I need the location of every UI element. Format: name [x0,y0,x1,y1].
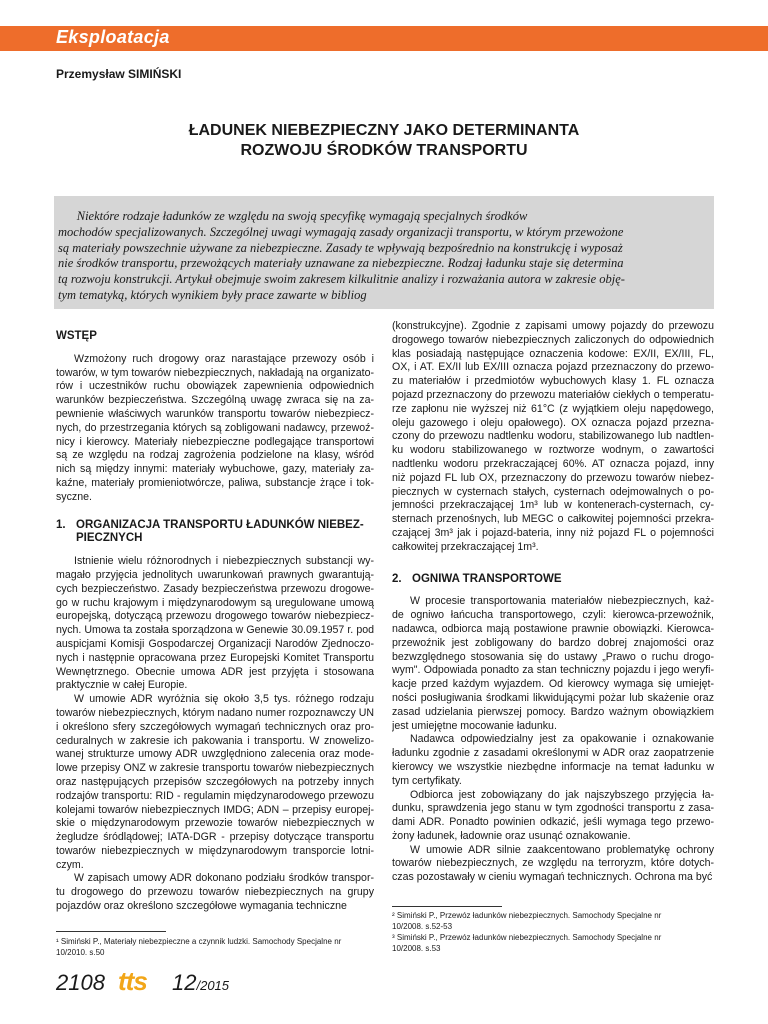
text-line: de ogniwo łańcucha transportowego, czyli: kierowca-przewoźnik, [392,609,714,622]
text-line: Odbiorca jest zobowiązany do jak najszybszego przyjęcia ła- [410,788,714,801]
heading-number: 1. [56,518,66,531]
text-line: jest umiejętne mocowanie ładunku. [392,719,557,732]
paragraph [392,320,714,555]
text-line: kierowcy we wszystkie niezbędne informacje na temat ładunku w [392,760,714,773]
section-heading-2 [392,573,714,587]
abstract-line: Niektóre rodzaje ładunków ze względu na swoją specyfikę wymagają specjalnych środków [58,209,528,223]
issue-year: /2015 [196,978,230,993]
text-line: są ze względu na rodzaj zagrożenia podzielone na klasy, wśród [56,449,374,462]
text-line: rodzajów transportu: RID - regulamin międzynarodowego przewozu [56,789,374,802]
text-line: towarów niebezpiecznych, ze względu na terroryzm, które dotych- [392,857,714,870]
text-line: W umowie ADR wyróżnia się około 3,5 tys. różnego rodzaju [74,693,374,706]
tts-logo: tts [118,966,147,996]
text-line: Wewnętrznego. Obecnie umowa ADR jest przyjęta i stosowana [56,665,374,678]
text-line: go w ruchu krajowym i międzynarodowym są uregulowane umową [56,596,374,609]
text-line: Nadawca odpowiedzialny jest za opakowanie i oznakowanie [410,733,714,746]
paragraph-intro [56,353,374,505]
heading-text: PIECZNYCH [76,532,143,545]
section-title: Eksploatacja [56,27,170,47]
footnotes-right [392,910,714,954]
text-line: całkowitej przekraczającej 1m³. [392,540,539,553]
text-line: auspicjami Komisji Gospodarczej Organizacji Narodów Zjednoczo- [56,637,374,650]
text-line: czony do przewozu nadtlenku wodoru, stabilizowanego lub nadtlen- [392,430,714,443]
text-line: tym certyfikaty. [392,774,462,787]
section-heading-intro: WSTĘP [56,330,97,342]
text-line: kaźne, materiały promieniotwórcze, paliwa, substancje żrące i tok- [56,476,374,489]
text-line: jemności przekraczającej 1m³ lub w kontenerach-cysternach, cy- [392,499,714,512]
heading-number: 2. [392,572,402,585]
text-line: klas posiadają następujące oznaczenia kodowe: EX/II, EX/III, FL, [392,347,714,360]
text-line: żegludze śródlądowej; IATA-DGR - przepisy dotyczące transportu [56,831,374,844]
abstract-line: tą rozwoju konstrukcji. Artykuł obejmuje swoim zakresem kilkulitnie analizy i rozważania autora w zakresie obję- [58,272,625,287]
left-column [56,330,374,914]
text-line: (konstrukcyjne). Zgodnie z zapisami umowy pojazdy do przewozu [392,320,714,332]
text-line: pojazd przeznaczony do przewozu materiałów ciekłych o temperatu- [392,388,714,401]
text-line: nicy i kierowcy. Materiały niebezpieczne podlegające transportowi [56,435,374,448]
text-line: rów i uczestników ruchu obowiązek zapewnienia odpowiednich [56,380,374,393]
text-line: magało przyjęcia jednolitych uwarunkowań prawnych gwarantują- [56,568,374,581]
text-line: cych bezpieczeństwo. Zasady bezpieczeństwa przewozu drogowe- [56,582,374,595]
footnote-line: ³ Simiński P., Przewóz ładunków niebezpiecznych. Samochody Specjalne nr [392,933,662,942]
text-line: nych, do przestrzegania których są zobligowani nadawcy, przewoź- [56,421,374,434]
text-line: żony ładunek, ładownie oraz usunąć oznakowanie. [392,829,631,842]
text-line: nych. Umowa ta została sporządzona w Genewie 30.09.1957 r. pod [56,624,374,637]
text-line: rze zapłonu nie wyższej niż 61°C (z wyjątkiem oleju napędowego, [392,402,714,415]
right-column [392,320,714,885]
text-line: ceduralnych w zakresie ich pakowania i transportu. W znowelizo- [56,734,374,747]
text-line: lowe przepisy ONZ w zakresie transportu towarów niebezpiecznych [56,762,374,775]
paragraph [392,844,714,885]
title-line: ROZWOJU ŚRODKÓW TRANSPORTU [240,142,528,159]
text-line: dunku, sprawdzenia jego stanu w tym zgodności transportu z zasa- [392,802,714,815]
author: Przemysław SIMIŃSKI [56,67,182,81]
text-line: drogowego towarów niebezpiecznych zaliczonych do odpowiednich [392,333,714,346]
text-line: syczne. [56,490,92,503]
text-line: oraz następujących przepisów szczegółowych na potrzeby innych [56,775,374,788]
text-line: wanej strukturze umowy ADR uwzględniono zalecenia oraz mode- [56,748,374,761]
text-line: ku wodoru stabilizowanego w roztworze wodnym, o zawartości [392,444,714,457]
text-line: czas pozostawały w cieniu wymagań technicznych. Ochrona ma być [392,871,713,884]
text-line: sternach przenośnych, lub MEGC o całkowitej pojemności przekra- [392,513,714,526]
article-title [56,121,712,161]
text-line: Wzmożony ruch drogowy oraz narastające przewozy osób i [74,352,374,365]
paragraph [392,733,714,788]
text-line: wym". Odpowiada ponadto za stan techniczny pojazdu i jego weryfi- [392,664,714,677]
footnote-rule [392,906,502,907]
title-line: ŁADUNEK NIEBEZPIECZNY JAKO DETERMINANTA [188,122,580,139]
abstract-line: tym tematyką, których wynikiem były prace zawarte w bibliog [58,287,367,302]
text-line: czym. [56,858,84,871]
text-line: W zapisach umowy ADR dokonano podziału środków transpor- [74,872,374,885]
text-line: dami ADR. Ponadto powinien odkazić, jeśli wymaga tego przewo- [392,816,714,829]
text-line: bezwzględnego stosowania się do ustawy „Prawo o ruchu drogo- [392,650,714,663]
footnote-line: ² Simiński P., Przewóz ładunków niebezpiecznych. Samochody Specjalne nr [392,911,662,920]
text-line: zasad udzielania pierwszej pomocy. Bardzo ważnym obowiązkiem [392,705,714,718]
footnote-line: 10/2010. s.50 [56,948,105,957]
text-line: niż pojazd FL lub OX, przeznaczony do przewozu towarów niebez- [392,471,714,484]
text-line: czającej 3m³ jak i pojazd-bateria, inny niż pojazd FL o pojemności [392,526,714,539]
text-line: OX, i AT. EX/II lub EX/III oznacza pojazd przeznaczony do przewo- [392,361,714,374]
text-line: ładunku zgodnie z zasadami określonymi w ADR oraz zaopatrzenie [392,747,714,760]
text-line: W umowie ADR silnie zaakcentowano problematykę ochrony [410,843,714,856]
footnote-rule [56,931,166,932]
text-line: europejską, dotyczącą przewozu drogowego towarów niebezpiecz- [56,610,374,623]
abstract-line: nie środków transportu, przewożących materiały uznawane za niebezpieczne. Rodzaj ładunku staje się determina [58,256,624,271]
paragraph [56,555,374,693]
paragraph [56,872,374,913]
text-line: i określono sfery szczegółowych wymagań technicznych oraz pro- [56,720,374,733]
text-line: towarów niebezpiecznych, którym nadano numer rozpoznawczy UN [56,706,374,719]
text-line: skie o międzynarodowym przewozie towarów niebezpiecznych w [56,817,374,830]
footnote-line: 10/2008. s.52-53 [392,922,453,931]
text-line: Istnienie wielu różnorodnych i niebezpiecznych substancji wy- [74,555,374,568]
text-line: nich są między innymi: materiały wybuchowe, gazy, materiały za- [56,463,374,476]
section-heading-1 [56,519,374,547]
section-header-bar [0,26,768,51]
footnote-line: 10/2008. s.53 [392,944,441,953]
text-line: nadawca, odbiorca mają postawione prawnie obowiązki. Kierowca- [392,622,714,635]
footnote-left [56,936,374,958]
footnote-line: ¹ Simiński P., Materiały niebezpieczne a czynnik ludzki. Samochody Specjalne nr [56,937,342,946]
text-line: przewoźnik jest zobligowany do bardzo dobrej znajomości oraz [392,636,714,649]
text-line: zu materiałów i przedmiotów wybuchowych klasy 1. FL oznacza [392,375,714,388]
page-number: 2108 [56,970,105,995]
text-line: pojazdów oraz określono szczegółowe wymagania techniczne [56,900,347,913]
abstract-box [54,196,714,309]
heading-text: OGNIWA TRANSPORTOWE [412,572,562,585]
text-line: kolejami towarów niebezpiecznych IMDG; ADN – przepisy europej- [56,803,374,816]
issue-number [172,970,229,996]
text-line: ności posługiwania środkami likwidującymi pożar lub skażenie oraz [392,691,714,704]
issue: 12 [172,970,197,995]
paragraph [392,789,714,844]
heading-text: ORGANIZACJA TRANSPORTU ŁADUNKÓW NIEBEZ- [76,518,364,531]
text-line: towarów, w tym towarów niebezpiecznych, nakładają na organizato- [56,366,374,379]
text-line: towarów niebezpiecznych w międzynarodowym transporcie lotni- [56,844,374,857]
text-line: nadtlenku wodoru przekraczającej 60%. AT oznacza pojazd, inny [392,457,714,470]
text-line: piecznych w cysternach stałych, cysternach odejmowalnych o po- [392,485,714,498]
text-line: W procesie transportowania materiałów niebezpiecznych, każ- [410,595,714,608]
abstract-line: mochodów specjalizowanych. Szczególnej uwagi wymagają zasady organizacji transportu, w którym przewożone [58,224,624,239]
text-line: kacje przed każdym wyjazdem. Od kierowcy wymaga się umiejęt- [392,678,714,691]
paragraph [56,693,374,872]
paragraph [392,595,714,733]
text-line: oleju gazowego i oleju opałowego). OX oznacza pojazd przezna- [392,416,714,429]
text-line: tu drogowego do przewozu towarów niebezpiecznych na grupy [56,886,374,899]
text-line: praktycznie w całej Europie. [56,679,188,692]
abstract-line: są materiały powszechnie używane za niebezpieczne. Zasady te wpływają bezpośrednio na konstrukcję i wyposaż [58,240,623,255]
text-line: nych i następnie opracowana przez Europejski Komitet Transportu [56,651,374,664]
text-line: pewnienie właściwych warunków transportu towarów niebezpiecz- [56,407,374,420]
text-line: warunków bezpieczeństwa. Szczególną uwagę zwraca się na za- [56,394,374,407]
